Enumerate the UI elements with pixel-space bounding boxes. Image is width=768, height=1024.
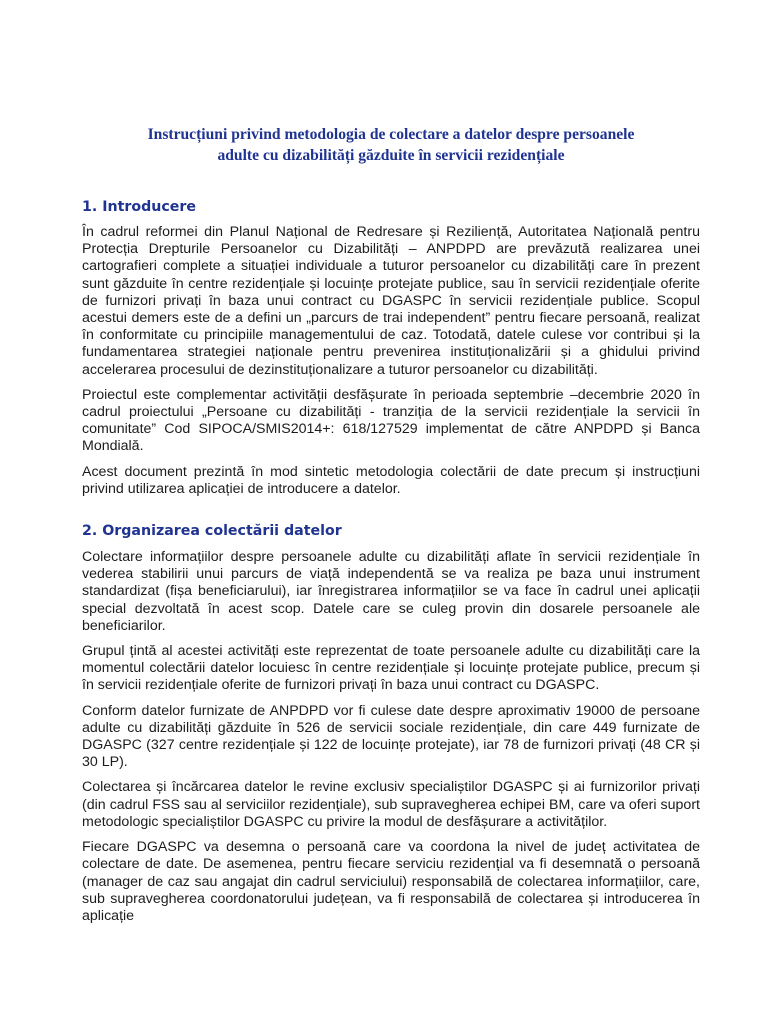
document-title <box>82 124 700 166</box>
paragraph: Colectare informațiilor despre persoanele adulte cu dizabilități aflate în servicii rezidențiale în vederea stabilirii unui parcurs de viață independentă se va realiza pe baza unui instrument standardizat (fișa beneficiarului), iar înregistrarea informațiilor se va face în cadrul unei aplicații special dezvoltată în acest scop. Datele care se culeg provin din dosarele persoanele ale beneficiarilor. <box>82 549 700 634</box>
paragraph: Colectarea și încărcarea datelor le revine exclusiv specialiștilor DGASPC și ai furnizorilor privați (din cadrul FSS sau al serviciilor rezidențiale), sub supravegherea echipei BM, care va oferi suport metodologic specialiștilor DGASPC cu privire la modul de desfășurare a activităților. <box>82 779 700 830</box>
paragraph: Acest document prezintă în mod sintetic metodologia colectării de date precum și instrucțiuni privind utilizarea aplicației de introducere a datelor. <box>82 463 700 497</box>
paragraph: Proiectul este complementar activității desfășurate în perioada septembrie –decembrie 2020 în cadrul proiectului „Persoane cu dizabilități - tranziția de la servicii rezidențiale la servicii în comunitate” Cod SIPOCA/SMIS2014+: 618/127529 implementat de către ANPDPD și Banca Mondială. <box>82 386 700 455</box>
paragraph: Fiecare DGASPC va desemna o persoană care va coordona la nivel de județ activitatea de colectare de date. De asemenea, pentru fiecare serviciu rezidențial va fi desemnată o persoană (manager de caz sau angajat din cadrul serviciului) responsabilă de colectarea informațiilor, care, sub supravegherea coordonatorului județean, va fi responsabilă de colectarea și introducerea în aplicație <box>82 839 700 924</box>
paragraph: Conform datelor furnizate de ANPDPD vor fi culese date despre aproximativ 19000 de persoane adulte cu dizabilități găzduite în 526 de servicii sociale rezidențiale, din care 449 furnizate de DGASPC (327 centre rezidențiale și 122 de locuințe protejate), iar 78 de furnizori privați (48 CR și 30 LP). <box>82 702 700 771</box>
section-introduction <box>82 198 700 498</box>
paragraph: Grupul țintă al acestei activități este reprezentat de toate persoanele adulte cu dizabilități care la momentul colectării datelor locuiesc în centre rezidențiale și locuințe protejate publice, precum și în servicii rezidențiale oferite de furnizori privați în baza unui contract cu DGASPC. <box>82 643 700 694</box>
section-heading-introduction: 1. Introducere <box>82 199 197 215</box>
section-data-collection <box>82 522 700 925</box>
section-heading-data-collection: 2. Organizarea colectării datelor <box>82 523 342 540</box>
paragraph: În cadrul reformei din Planul Național de Redresare și Reziliență, Autoritatea Națională pentru Protecția Drepturile Persoanelor cu Dizabilități – ANPDPD are prevăzută realizarea unei cartografieri complete a situației individuale a tuturor persoanelor cu dizabilități care în prezent sunt găzduite în centre rezidențiale și locuințe protejate publice, sau în servicii rezidențiale oferite de furnizori privați în baza unui contract cu DGASPC în servicii rezidențiale publice. Scopul acestui demers este de a defini un „parcurs de trai independent” pentru fiecare persoană, realizat în conformitate cu principiile managementului de caz. Totodată, datele culese vor contribui și la fundamentarea strategiei naționale pentru prevenirea instituționalizării și a ghidului privind accelerarea procesului de dezinstituționalizare a tuturor persoanelor cu dizabilități. <box>82 224 700 378</box>
document-body <box>82 124 700 933</box>
document-title-line-2: adulte cu dizabilități găzduite în servicii rezidențiale <box>217 147 565 164</box>
document-title-line-1: Instrucțiuni privind metodologia de colectare a datelor despre persoanele <box>147 126 635 143</box>
